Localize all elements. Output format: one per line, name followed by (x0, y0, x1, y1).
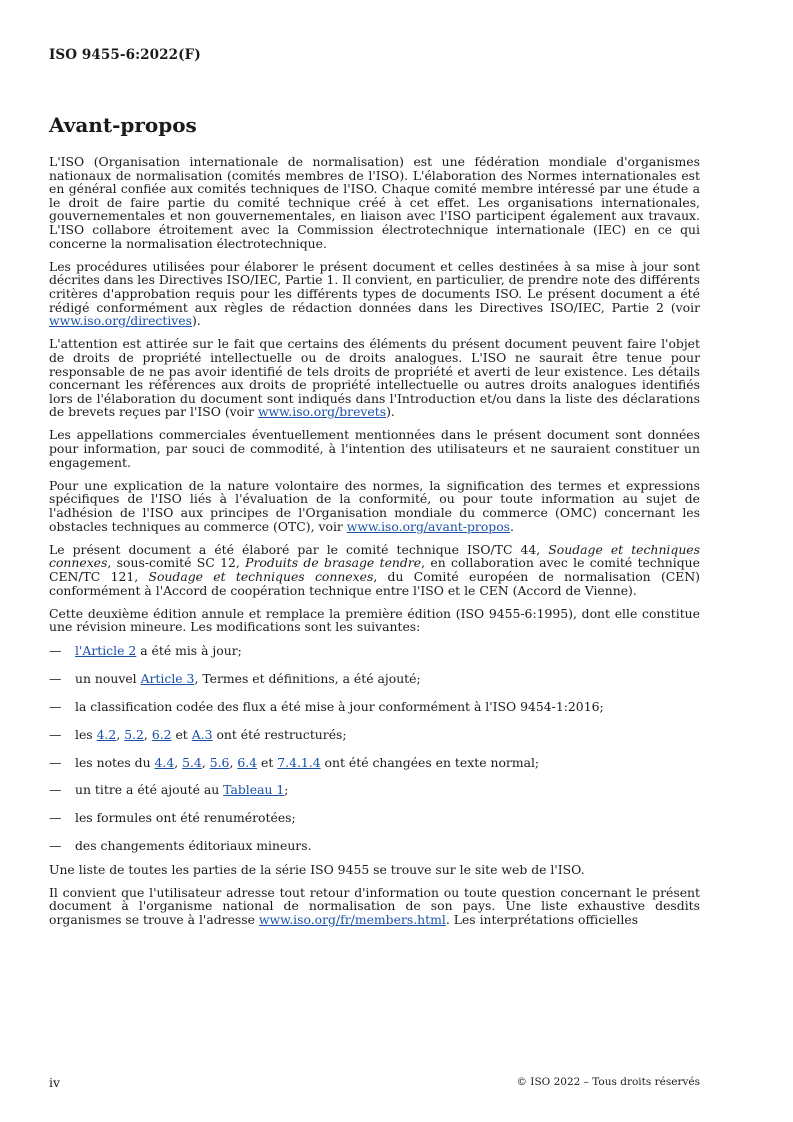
paragraph-iso-organisation: L'ISO (Organisation internationale de normalisation) est une fédération mondiale d'organismes nationaux de normalisation (comités membres de l'ISO). L'élaboration des Normes internationales est en général confiée aux comités techniques de l'ISO. Chaque comité membre intéressé par une étude a le droit de faire partie du comité technique créé à cet effet. Les organisations internationales, gouvernementales et non gouvernementales, en liaison avec l'ISO participent également aux travaux. L'ISO collabore étroitement avec la Commission électrotechnique internationale (IEC) en ce qui concerne la normalisation électrotechnique. (49, 154, 700, 251)
link-article-3[interactable]: Article 3 (140, 670, 195, 686)
link-clause-4-4[interactable]: 4.4 (154, 754, 175, 770)
paragraph-trade-names: Les appellations commerciales éventuellement mentionnées dans le présent document sont données pour information, par souci de commodité, à l'intention des utilisateurs et ne sauraient constituer un engagement. (49, 427, 700, 470)
link-clause-5-2[interactable]: 5.2 (124, 726, 144, 742)
list-item: — un nouvel Article 3, Termes et définitions, a été ajouté; (49, 670, 421, 686)
page-number: iv (49, 1075, 60, 1090)
list-item: — la classification codée des flux a été mise à jour conformément à l'ISO 9454-1:2016; (49, 698, 604, 714)
paragraph-voluntary-nature: Pour une explication de la nature volontaire des normes, la signification des termes et expressions spécifiques de l'ISO liés à l'évaluation de la conformité, ou pour toute information au sujet de l'adhésion de l'ISO aux principes de l'Organisation mondiale du commerce (OMC) concernant les obstacles techniques au commerce (OTC), voir www.iso.org/avant-propos. (49, 477, 700, 534)
changes-list (49, 644, 700, 853)
list-item: — un titre a été ajouté au Tableau 1; (49, 782, 289, 798)
link-clause-5-6[interactable]: 5.6 (209, 754, 230, 770)
link-clause-a-3[interactable]: A.3 (191, 726, 213, 742)
paragraph-procedures: Les procédures utilisées pour élaborer le présent document et celles destinées à sa mise à jour sont décrites dans les Directives ISO/IEC, Partie 1. Il convient, en particulier, de prendre note des différents critères d'approbation requis pour les différents types de documents ISO. Le présent document a été rédigé conformément aux règles de rédaction données dans les Directives ISO/IEC, Partie 2 (voir www.iso.org/directives). (49, 258, 700, 329)
link-article-2[interactable]: l'Article 2 (75, 642, 137, 658)
document-identifier: ISO 9455-6:2022(F) (49, 47, 201, 63)
link-clause-4-2[interactable]: 4.2 (96, 726, 117, 742)
link-brevets[interactable]: www.iso.org/brevets (257, 404, 387, 420)
link-directives[interactable]: www.iso.org/directives (49, 313, 192, 329)
paragraph-feedback: Il convient que l'utilisateur adresse tout retour d'information ou toute question concernant le présent document à l'organisme national de normalisation de son pays. Une liste exhaustive desdits organismes se trouve à l'adresse www.iso.org/fr/members.html. Les interprétations officielles (49, 884, 700, 928)
list-item: — les 4.2, 5.2, 6.2 et A.3 ont été restructurés; (49, 726, 347, 742)
section-title: Avant-propos (49, 113, 197, 137)
list-item: — des changements éditoriaux mineurs. (49, 838, 312, 854)
link-clause-5-4[interactable]: 5.4 (182, 754, 202, 770)
paragraph-committee: Le présent document a été élaboré par le comité technique ISO/TC 44, Soudage et techniques connexes, sous-comité SC 12, Produits de brasage tendre, en collaboration avec le comité technique CEN/TC 121, Soudage et techniques connexes, du Comité européen de normalisation (CEN) conformément à l'Accord de coopération technique entre l'ISO et le CEN (Accord de Vienne). (49, 541, 700, 598)
link-clause-6-2[interactable]: 6.2 (151, 726, 172, 742)
link-avant-propos[interactable]: www.iso.org/avant-propos (346, 518, 511, 534)
link-tableau-1[interactable]: Tableau 1 (223, 782, 285, 798)
list-item: — les notes du 4.4, 5.4, 5.6, 6.4 et 7.4.1.4 ont été changées en texte normal; (49, 754, 540, 770)
list-item: — les formules ont été renumérotées; (49, 810, 296, 826)
link-members[interactable]: www.iso.org/fr/members.html (258, 912, 446, 928)
foreword-body (49, 155, 700, 936)
link-clause-7-4-1-4[interactable]: 7.4.1.4 (277, 754, 321, 770)
list-item: — l'Article 2 a été mis à jour; (49, 642, 242, 658)
link-clause-6-4[interactable]: 6.4 (237, 754, 258, 770)
paragraph-series-list: Une liste de toutes les parties de la série ISO 9455 se trouve sur le site web de l'ISO. (49, 861, 585, 877)
paragraph-patents: L'attention est attirée sur le fait que certains des éléments du présent document peuvent faire l'objet de droits de propriété intellectuelle ou de droits analogues. L'ISO ne saurait être tenue pour responsable de ne pas avoir identifié de tels droits de propriété et averti de leur existence. Les détails concernant les références aux droits de propriété intellectuelle ou autres droits analogues identifiés lors de l'élaboration du document sont indiqués dans l'Introduction et/ou dans la liste des déclarations de brevets reçues par l'ISO (voir www.iso.org/brevets). (49, 336, 700, 420)
copyright-notice: © ISO 2022 – Tous droits réservés (516, 1076, 700, 1088)
paragraph-edition: Cette deuxième édition annule et remplace la première édition (ISO 9455-6:1995), dont elle constitue une révision mineure. Les modifications sont les suivantes: (49, 605, 700, 635)
